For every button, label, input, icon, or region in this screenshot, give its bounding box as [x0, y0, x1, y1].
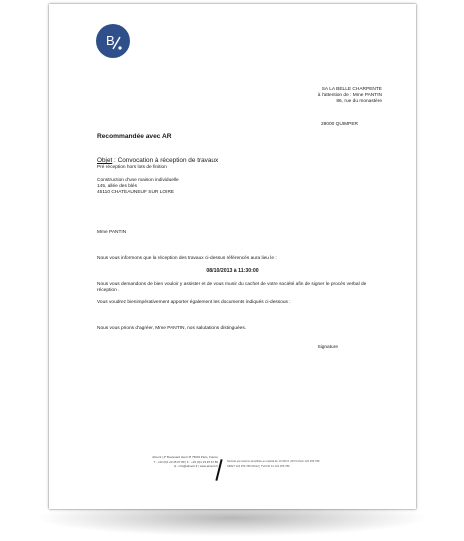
footer-line: E : info@almerti.fr | www.almerti.fr: [174, 464, 218, 468]
paragraph-closing: Nous vous prions d'agréer, Mme PANTIN, nos salutations distinguées.: [97, 326, 247, 331]
paragraph-documents: Vous voudrez bienimpérativement apporter également les documents indiqués ci-dessous :: [97, 300, 291, 305]
company-logo: [96, 24, 130, 58]
project-line: 45110 CHATEAUNEUF SUR LOIRE: [97, 190, 175, 195]
footer-contact: [152, 455, 218, 469]
subject-subtitle: Pré réception hors lots de finition: [97, 165, 167, 170]
footer-line: SIRET 123 456 789 00012 | TVA FR 12 123 456 789: [227, 464, 290, 468]
reception-date: 08/10/2013 à 11:30:00: [206, 268, 259, 274]
recipient-line: 86, rue du monastère: [336, 99, 382, 104]
subject-text: : Convocation à réception de travaux: [112, 157, 219, 164]
paragraph-reception: Nous vous informons que la réception des travaux ci-dessus référencés aura lieu le :: [97, 256, 277, 261]
footer-line: Société par actions simplifiée au capital de 10 000 € | RCS Paris 123 456 789: [227, 460, 320, 463]
paragraph-request: Nous vous demandons de bien vouloir y assister et de vous munir du cachet de votre société afin de signer le procès verbal de réception .: [97, 282, 367, 293]
recipient-line: SA LA BELLE CHARPENTE: [321, 87, 382, 92]
footer-line: Almerti | 2ᵉ Boulevard Henri Pl 75004 Paris, France: [152, 455, 218, 459]
recipient-line: à l'attention de : Mme PANTIN: [317, 93, 382, 98]
logo-mark-icon: [96, 24, 130, 58]
subject-line: [97, 157, 218, 164]
letter-page: [49, 4, 416, 509]
signature-label: Signature: [317, 345, 338, 350]
project-line: 145, allée des blés: [97, 184, 138, 189]
recipient-postcode: 29000 QUIMPER: [320, 122, 358, 127]
salutation: Mme PANTIN: [97, 230, 127, 235]
project-line: Construction d'une maison individuelle: [97, 178, 179, 183]
subject-label: Objet: [97, 157, 113, 164]
recipient-address: [318, 87, 382, 105]
footer-legal: [227, 460, 319, 469]
logo-dot: [118, 46, 121, 49]
logo-letter: B: [106, 33, 115, 48]
footer-line: T : +33 (0)1 23 45 67 89 | F : +33 (0)1 23 45 67 89: [153, 459, 218, 464]
project-address: [97, 178, 179, 196]
registered-mail-title: Recommandée avec AR: [97, 133, 172, 140]
